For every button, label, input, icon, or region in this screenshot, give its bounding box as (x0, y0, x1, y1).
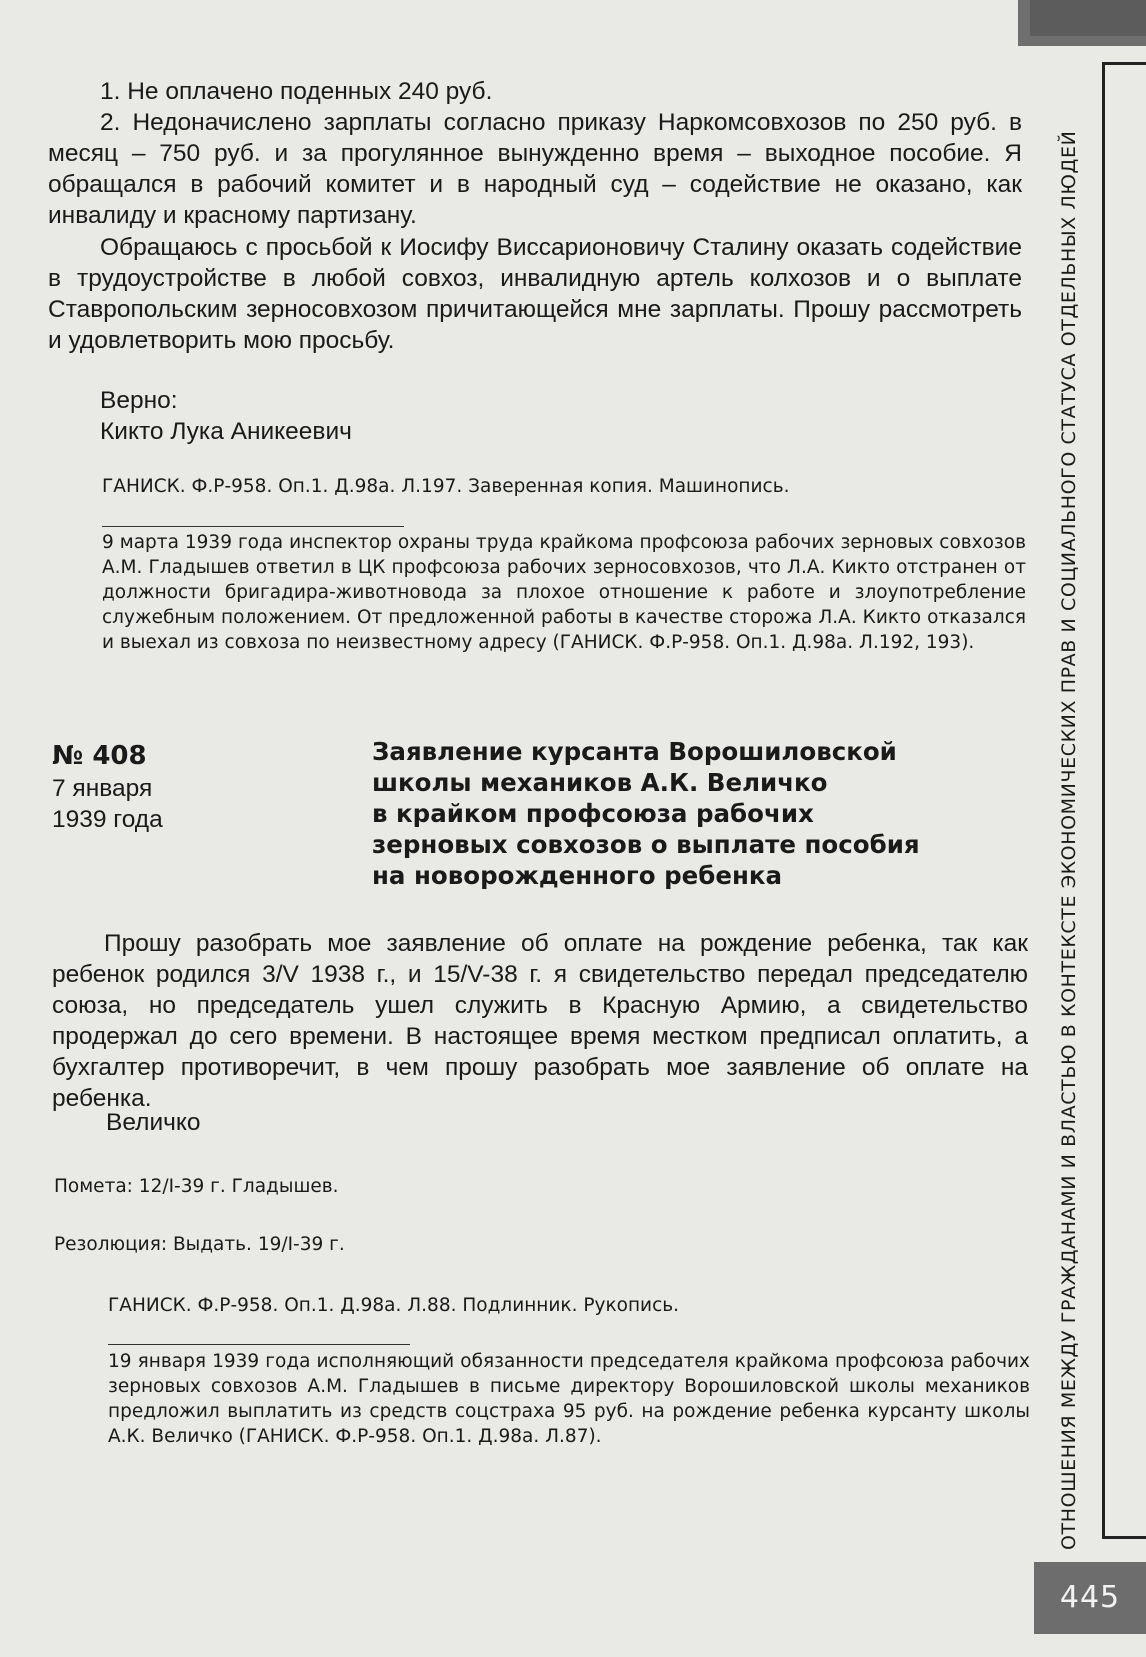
document-title-line: в крайком профсоюза рабочих (372, 799, 814, 828)
running-title: ОТНОШЕНИЯ МЕЖДУ ГРАЖДАНАМИ И ВЛАСТЬЮ В КОНТЕКСТЕ ЭКОНОМИЧЕСКИХ ПРАВ И СОЦИАЛЬНОГО СТАТУСА ОТДЕЛЬНЫХ ЛЮДЕЙ (1058, 130, 1080, 1550)
archive-source-408: ГАНИСК. Ф.Р-958. Оп.1. Д.98а. Л.88. Подлинник. Рукопись. (108, 1295, 680, 1316)
document-title-line: зерновых совхозов о выплате пособия (372, 830, 920, 859)
corner-tab-top-inner (1030, 0, 1146, 36)
document-title (372, 736, 962, 891)
document-title-line: на новорожденного ребенка (372, 861, 783, 890)
footnote-rule-407 (102, 526, 404, 527)
verno-label: Верно: (100, 387, 178, 414)
archive-source-407: ГАНИСК. Ф.Р-958. Оп.1. Д.98а. Л.197. Заверенная копия. Машинопись. (102, 476, 790, 497)
pometa-note: Помета: 12/I-39 г. Гладышев. (54, 1176, 339, 1197)
footnote-rule-408 (108, 1344, 410, 1345)
claim-item-1: 1. Не оплачено поденных 240 руб. (100, 78, 493, 105)
footnote-407: 9 марта 1939 года инспектор охраны труда крайкома профсоюза рабочих зерновых совхозов А.М. Гладышев ответил в ЦК профсоюза рабочих зерносовхозов, что Л.А. Кикто отстранен от должности бригадира-животновода за плохое отношение к работе и злоупотребление служебным положением. От предложенной работы в качестве сторожа Л.А. Кикто отказался и выехал из совхоза по неизвестному адресу (ГАНИСК. Ф.Р-958. Оп.1. Д.98а. Л.192, 193). (102, 532, 1026, 653)
document-title-line: школы механиков А.К. Величко (372, 768, 828, 797)
signature-kikto: Кикто Лука Аникеевич (100, 418, 352, 445)
document-date-day: 7 января (52, 775, 153, 802)
footnote-408: 19 января 1939 года исполняющий обязанности председателя крайкома профсоюза рабочих зерновых совхозов А.М. Гладышев в письме директору Ворошиловской школы механиков предложил выплатить из средств соцстраха 95 руб. на рождение ребенка курсанту школы А.К. Величко (ГАНИСК. Ф.Р-958. Оп.1. Д.98а. Л.87). (108, 1351, 1030, 1447)
application-body: Прошу разобрать мое заявление об оплате на рождение ребенка, так как ребенок родился 3/V 1938 г., и 15/V-38 г. я свидетельство передал председателю союза, но председатель ушел служить в Красную Армию, а свидетельство продержал до сего времени. В настоящее время местком предписал оплатить, а бухгалтер противоречит, в чем прошу разобрать мое заявление об оплате на ребенка. (52, 930, 1028, 1112)
side-frame (1102, 62, 1146, 1539)
claim-item-2: 2. Недоначислено зарплаты согласно приказу Наркомсовхозов по 250 руб. в месяц – 750 руб. и за прогулянное вынужденно время – выходное пособие. Я обращался в рабочий комитет и в народный суд – содействие не оказано, как инвалиду и красному партизану. (48, 109, 1022, 229)
document-number: № 408 (52, 741, 147, 771)
signature-velichko: Величко (106, 1109, 201, 1136)
page-number: 445 (1059, 1580, 1121, 1615)
resolution-note: Резолюция: Выдать. 19/I-39 г. (54, 1234, 345, 1255)
document-date-year: 1939 года (52, 806, 163, 833)
request-paragraph: Обращаюсь с просьбой к Иосифу Виссарионовичу Сталину оказать содействие в трудоустройстве в любой совхоз, инвалидную артель колхозов и о выплате Ставропольским зерносовхозом причитающейся мне зарплаты. Прошу рассмотреть и удовлетворить мою просьбу. (48, 234, 1022, 354)
document-title-line: Заявление курсанта Ворошиловской (372, 737, 897, 766)
